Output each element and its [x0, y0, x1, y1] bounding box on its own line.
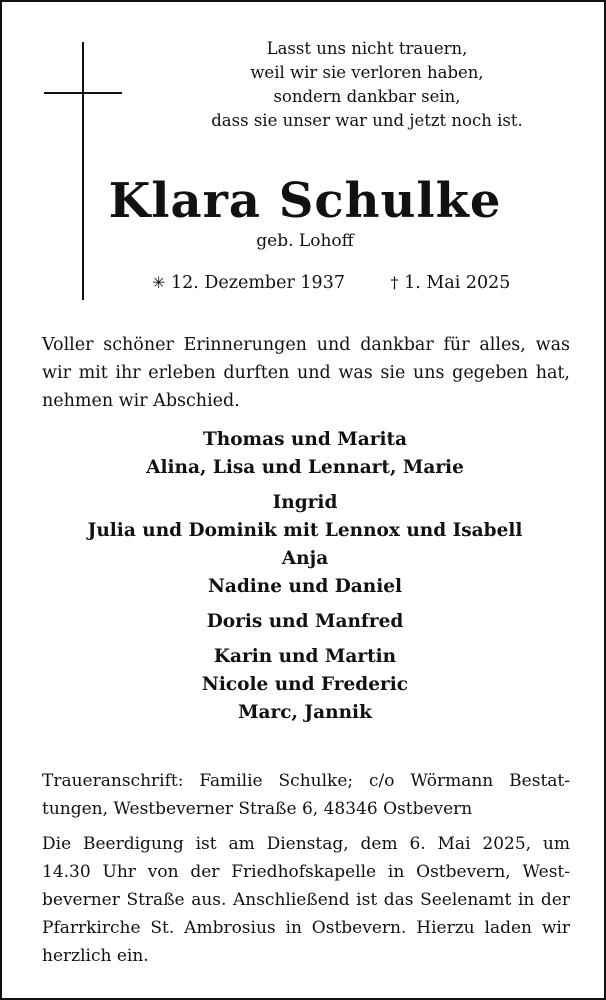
mourner-group — [2, 608, 606, 636]
address-line: Traueranschrift: Familie Schulke; c/o Wörmann Bestat- — [42, 771, 570, 791]
poem-line: Lasst uns nicht trauern, — [266, 39, 468, 58]
intro-line: wir mit ihr erleben durften und was sie uns gegeben hat, — [42, 363, 570, 383]
cross-icon-bar — [44, 92, 122, 94]
mourner-line: Marc, Jannik — [238, 702, 372, 723]
address-line: tungen, Westbeverner Straße 6, 48346 Ostbevern — [42, 799, 473, 819]
mourner-line: Alina, Lisa und Lennart, Marie — [146, 457, 464, 478]
mourning-address — [42, 767, 570, 823]
mourner-line: Ingrid — [272, 492, 338, 513]
mourner-line: Julia und Dominik mit Lennox und Isabell — [87, 520, 523, 541]
funeral-line: Die Beerdigung ist am Dienstag, dem 6. Mai 2025, um — [42, 834, 570, 854]
intro-line: Voller schöner Erinnerungen und dankbar für alles, was — [42, 335, 570, 355]
mourner-line: Karin und Martin — [213, 646, 397, 667]
mourners-list — [2, 426, 606, 734]
poem-line: sondern dankbar sein, — [273, 87, 461, 106]
funeral-details — [42, 830, 570, 970]
funeral-line: herzlich ein. — [42, 946, 149, 966]
funeral-line: Pfarrkirche St. Ambrosius in Ostbevern. Hierzu laden wir — [42, 918, 570, 938]
mourner-line: Nicole und Frederic — [201, 674, 409, 695]
birth-date: 12. Dezember 1937 — [170, 273, 345, 293]
mourner-group — [2, 489, 606, 601]
death-dagger-icon: † — [390, 273, 399, 292]
mourner-group — [2, 426, 606, 482]
death-date: 1. Mai 2025 — [404, 273, 511, 293]
intro-line: nehmen wir Abschied. — [42, 391, 240, 411]
funeral-line: 14.30 Uhr von der Friedhofskapelle in Ostbevern, West- — [42, 862, 570, 882]
poem-line: dass sie unser war und jetzt noch ist. — [211, 111, 523, 130]
intro-text — [42, 331, 570, 415]
birth-name: geb. Lohoff — [256, 231, 354, 251]
deceased-name: Klara Schulke — [108, 173, 502, 229]
funeral-line: beverner Straße aus. Anschließend ist das Seelenamt in der — [42, 890, 570, 910]
memorial-poem — [132, 37, 602, 133]
mourner-line: Nadine und Daniel — [207, 576, 403, 597]
mourner-line: Anja — [281, 548, 329, 569]
poem-line: weil wir sie verloren haben, — [250, 63, 484, 82]
mourner-line: Doris und Manfred — [206, 611, 404, 632]
mourner-line: Thomas und Marita — [202, 429, 408, 450]
mourner-group — [2, 643, 606, 727]
birth-star-icon: ✳ — [152, 273, 166, 292]
life-dates — [152, 270, 552, 296]
